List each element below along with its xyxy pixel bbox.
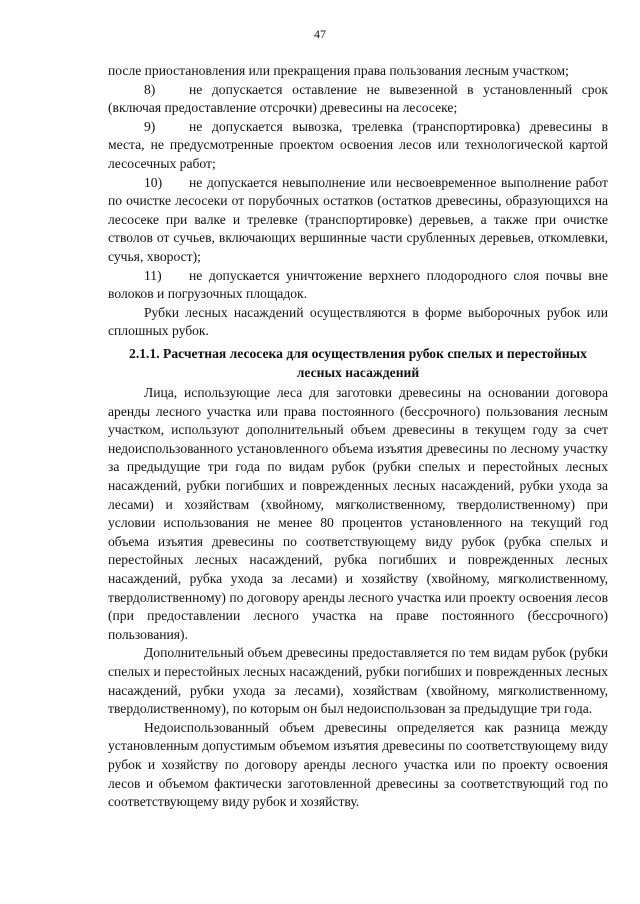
paragraph-continuation bbox=[108, 62, 608, 81]
list-item-text: не допускается невыполнение или несвоевременное выполнение работ по очистке лесосеки от порубочных остатков (остатков древесины, образующихся на лесосеке при валке и трелевке (транспортировке) деревьев, а также при очистке стволов от сучьев, включающих вершинные части срубленных деревьев, откомлевки, сучья, хворост); bbox=[108, 174, 608, 264]
list-item-number: 11) bbox=[144, 267, 162, 283]
page-number: 47 bbox=[314, 27, 326, 41]
section-heading: 2.1.1. Расчетная лесосека для осуществления рубок спелых и перестойных лесных насаждений bbox=[129, 345, 587, 380]
list-item-number: 8) bbox=[144, 81, 156, 97]
paragraph-additional-volume-scope: Дополнительный объем древесины предоставляется по тем видам рубок (рубки спелых и перестойных лесных насаждений, рубки погибших и поврежденных лесных насаждений, рубки ухода за лесами), хозяйствам (хвойному, мягколиственному, твердолиственному), по которым он был недоиспользован за предыдущие три года. bbox=[108, 645, 608, 717]
list-item-11 bbox=[108, 267, 608, 304]
list-item-text: не допускается оставление не вывезенной в установленный срок (включая предоставление отсрочки) древесины на лесосеке; bbox=[108, 81, 608, 116]
list-item-number: 9) bbox=[144, 118, 156, 134]
list-item-number: 10) bbox=[144, 174, 163, 190]
list-item-8 bbox=[108, 81, 608, 118]
paragraph-additional-volume-rule: Лица, использующие леса для заготовки древесины на основании договора аренды лесного участка или права постоянного (бессрочного) пользования лесным участком, используют дополнительный объем древесины в текущем году за счет недоиспользованного установленного объема изъятия древесины по лесному участку за предыдущие три года по видам рубок (рубки спелых и перестойных лесных насаждений, рубки погибших и поврежденных лесных насаждений, рубки ухода за лесами) и хозяйствам (хвойному, мягколиственному, твердолиственному) при условии использования не менее 80 процентов установленного на текущий год объема изъятия древесины по соответствующему виду рубок (рубка спелых и перестойных лесных насаждений, рубка погибших и поврежденных лесных насаждений, рубка ухода за лесами) и хозяйству (хвойному, мягколиственному, твердолиственному) по договору аренды лесного участка или проекту освоения лесов (при предоставлении лесного участка на праве постоянного (бессрочного) пользования). bbox=[108, 385, 608, 642]
paragraph-text: Рубки лесных насаждений осуществляются в форме выборочных рубок или сплошных рубок. bbox=[108, 304, 608, 339]
list-item-text: не допускается уничтожение верхнего плодородного слоя почвы вне волоков и погрузочных площадок. bbox=[108, 267, 608, 302]
paragraph-text: после приостановления или прекращения права пользования лесным участком; bbox=[108, 63, 569, 78]
document-body bbox=[108, 62, 608, 812]
list-item-text: не допускается вывозка, трелевка (транспортировка) древесины в места, не предусмотренные проектом освоения лесов или технологической картой лесосечных работ; bbox=[108, 118, 608, 171]
list-item-10 bbox=[108, 174, 608, 267]
paragraph-unused-volume-definition: Недоиспользованный объем древесины определяется как разница между установленным допустимым объемом изъятия древесины по соответствующему виду рубок и хозяйству по договору аренды лесного участка или по проекту освоения лесов и объемом фактически заготовленной древесины за соответствующий год по соответствующему виду рубок и хозяйству. bbox=[108, 719, 608, 810]
paragraph-felling-forms bbox=[108, 304, 608, 341]
list-item-9 bbox=[108, 118, 608, 174]
